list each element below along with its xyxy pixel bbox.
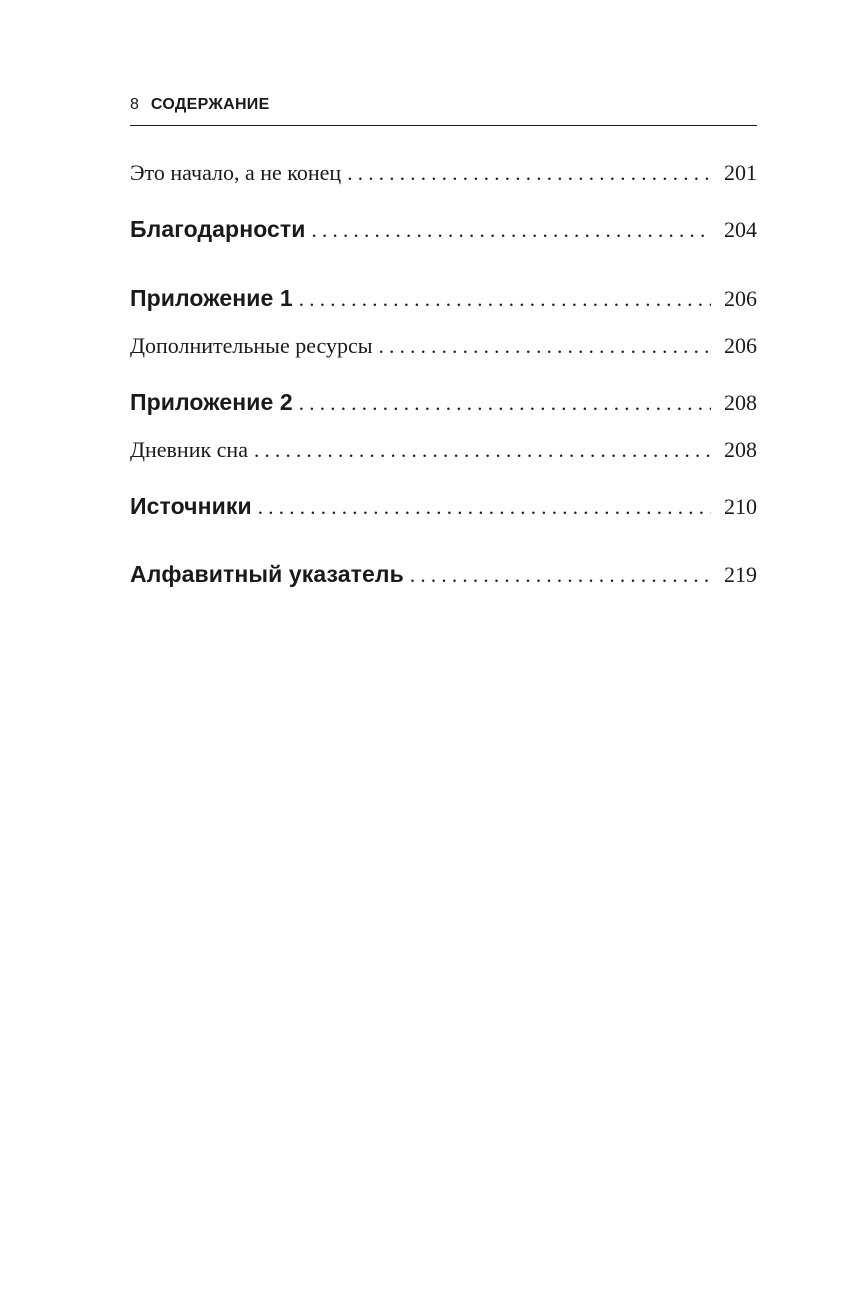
dot-leader: [258, 495, 711, 520]
dot-leader: [379, 334, 711, 359]
toc-entry-title: Дневник сна: [130, 437, 248, 462]
toc-entry-page: 210: [724, 494, 757, 519]
toc-entry-page: 201: [724, 160, 757, 185]
toc-entry-page: 204: [724, 217, 757, 242]
toc-entry-page: 206: [724, 286, 757, 311]
toc-entry: [130, 493, 757, 520]
dot-leader: [312, 218, 711, 243]
toc-entry: [130, 216, 757, 243]
toc-entry: [130, 437, 757, 463]
toc-entry-title: Приложение 2: [130, 389, 293, 415]
toc-entry-title: Благодарности: [130, 216, 306, 242]
toc-entry-title: Приложение 1: [130, 285, 293, 311]
dot-leader: [299, 287, 711, 312]
dot-leader: [299, 391, 711, 416]
toc-entry: [130, 561, 757, 588]
toc-entry-page: 206: [724, 333, 757, 358]
page-number: 8: [130, 96, 139, 113]
dot-leader: [410, 563, 711, 588]
toc-entry-title: Это начало, а не конец: [130, 160, 342, 185]
toc-entry-page: 208: [724, 437, 757, 462]
section-title: СОДЕРЖАНИЕ: [150, 96, 270, 113]
toc-entry-title: Алфавитный указатель: [130, 561, 404, 587]
running-header: [130, 96, 757, 120]
toc-entry-title: Дополнительные ресурсы: [130, 333, 373, 358]
toc-entry-page: 219: [724, 562, 757, 587]
dot-leader: [347, 161, 711, 186]
toc-entry-title: Источники: [130, 493, 252, 519]
dot-leader: [254, 438, 711, 463]
toc-entry: [130, 333, 757, 359]
toc-entry: [130, 285, 757, 312]
header-rule: [130, 125, 757, 126]
toc-entry-page: 208: [724, 390, 757, 415]
toc-entry: [130, 389, 757, 416]
toc-entry: [130, 160, 757, 186]
